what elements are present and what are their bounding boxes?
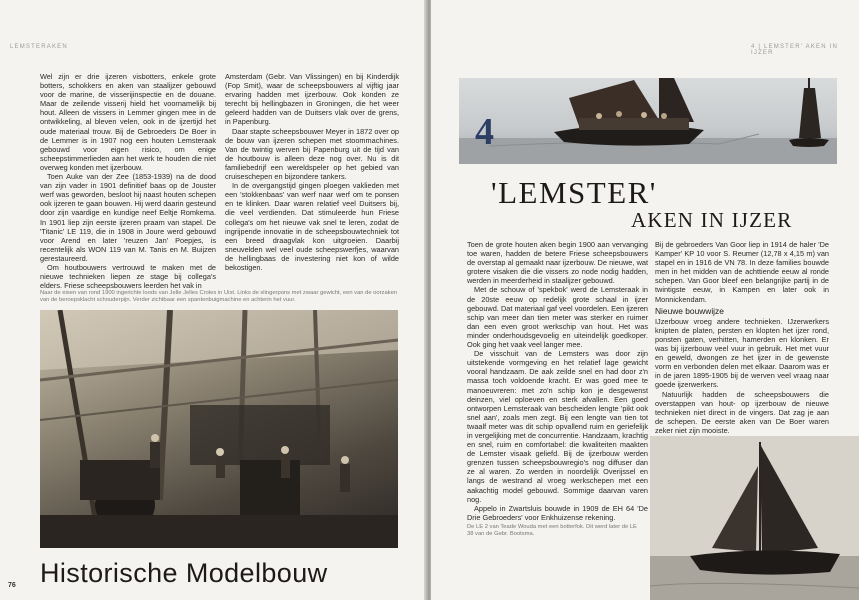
running-head-left: LEMSTERAKEN xyxy=(10,44,68,50)
sailboat-illustration xyxy=(650,436,859,600)
paragraph: Daar stapte scheepsbouwer Meyer in 1872 over op de bouw van ijzeren schepen met stoommachines. Van de twintig werven bij Papenburg uit de tijd van de houtbouw is alleen deze nog over. Nu is dit familiebedrijf een wereldspeler op het gebied van cruiseschepen en bijzondere tankers. xyxy=(225,126,399,182)
paragraph: Om houtbouwers vertrouwd te maken met de nieuwe technieken liepen ze stage bij collega's elders. Friese scheepsbouwers leerden het vak in xyxy=(40,262,216,291)
paragraph: Natuurlijk hadden de scheepsbouwers die overstappen van hout- op ijzerbouw de nieuwe technieken niet direct in de vingers. Dat zag je aan de schepen. De eerste aken van De Boer waren zeker niet zijn mooiste. xyxy=(655,389,829,435)
photo-caption-right: De LE 2 van Teade Wouda met een botterfok. Dit werd later de LE 38 van de Gebr. Bootsma. xyxy=(467,524,637,538)
paragraph: IJzerbouw vroeg andere technieken. IJzerwerkers knipten de platen, persten en klopten het ijzer rond, ponsten gaten, verhitten, hamerden en klonken. Er was bij ijzerbouw veel vuur in gebruik. Het met vuur en geweld, dwongen ze het ijzer in de gewenste vorm en verbonden delen met elkaar. Daarom was er in de jaren 1895-1905 bij de werven veel vraag naar goede ijzerwerkers. xyxy=(655,316,829,390)
paragraph: Bij de gebroeders Van Goor liep in 1914 de haler 'De Kamper' KP 10 voor S. Reumer (12,78 x 4,15 m) van stapel en in 1916 de VN 78. In deze families bouwde men in het midden van de achttiende eeuw al ronde schepen. Van Goor bleef een belangrijke partij in de twintigste eeuw, in Kampen en later ook in Monnickendam. xyxy=(655,240,829,304)
right-column-1 xyxy=(467,240,648,522)
right-page xyxy=(431,0,859,600)
left-column-1 xyxy=(40,72,216,290)
paragraph: Met de schouw of 'spekbok' werd de Lemsteraak in de 20ste eeuw op redelijk grote schaal in ijzer gebouwd. Dat materiaal gaf veel voordelen. Een ijzeren schip van meer dan tien meter was sterker en ruimer dan een even groot werkschip van hout. Het was minder onderhoudsgevoelig en uiteindelijk goedkoper. Ook ging het vaak veel langer mee. xyxy=(467,285,648,350)
chapter-number: 4 xyxy=(475,111,494,153)
chapter-title-line2: AKEN IN IJZER xyxy=(631,208,793,232)
page-number: 76 xyxy=(8,582,16,589)
paragraph: Wel zijn er drie ijzeren visbotters, enkele grote botters, schokkers en aken van staalijzer gebouwd voor de marine, de visserijinspectie en de douane. Maar de zeilende visserij hield het voornamelijk bij hout. Alleen de vissers in Lemmer gingen mee in de ontwikkeling, al bleven velen, ook in de ijzertijd het oude materiaal trouw. Bij de Gebroeders De Boer in de Lemmer is in 1907 nog een houten Lemsteraak gebouwd voor eigen risico, om enige scheepstimmerlieden aan het werk te houden die niet overweg konden met ijzerbouw. xyxy=(40,72,216,172)
sailboat-photo xyxy=(650,436,859,600)
sailing-illustration xyxy=(459,78,837,164)
paragraph: In de overgangstijd gingen ploegen vaklieden met een 'stokkenbaas' van werf naar werf om te ponsen en te klinken. Daar waren relatief veel Duitsers bij, die veel verdienden. Dat stimuleerde hun Friese collega's om het nieuwe vak snel te leren, zodat de ingrijpende innovatie in de scheepsbouwtechniek tot een breed draagvlak kon uitgroeien. Daarbij sneuvelden wel veel oude scheepswerfjes, waarvan de hellingbaas de investering niet kon of wilde bekostigen. xyxy=(225,181,399,272)
sailing-photo xyxy=(459,78,837,164)
paragraph: Toen Auke van der Zee (1853-1939) na de dood van zijn vader in 1901 definitief baas op de Jouster werf was geworden, besloot hij naast houten schepen ook ijzeren te gaan bouwen. Hij werd daarin gesteund door zijn vaardige en kundige neef Eeltje Romkema. In 1901 liep zijn eerste ijzeren praam van stapel. De 'Titanic' LE 119, die in 1908 in Joure werd gebouwd voor Arend en later 'reuzen Jan' Poepjes, is recentelijk als WON 119 van M. Tanis en M. Buijzen gerestaureerd. xyxy=(40,172,216,263)
subheading: Nieuwe bouwwijze xyxy=(655,305,724,316)
paragraph: Amsterdam (Gebr. Van Vlissingen) en bij Kinderdijk (Fop Smit), waar de scheepsbouwers al vijftig jaar ervaring hadden met ijzerbouw. Ook konden ze terecht bij hellingbazen in Groningen, die het weer geleerd hadden van de Duitsers vlak over de grens, in Papenburg. xyxy=(225,72,399,127)
paragraph: De visschuit van de Lemsters was door zijn uitstekende vormgeving en het relatief lage gewicht vooral handzaam. De aak zeilde snel en had door z'n massa toch voldoende kracht. Er was goed mee te manoeuvreren: met zo'n schip kon je desgewenst deinzen, viel oploeven en sterk afvallen. Een goed ontworpen Lemsteraak van bescheiden lengte 'pikt ook snel aan', zoals men zegt. Bij een lengte van tien tot twaalf meter was dit schip opvallend ruim en geriefelijk in vergelijking met de concurrentie. Handzaam, krachtig en snel, ruim en comfortabel: die kwaliteiten maakten de Lemster visaak geliefd. Bij de ijzerbouw werden grenzen tussen scheepsbouwregio's nog diffuser dan ze al waren. Zo werden in noordelijk Overijssel en langs de westrand al vroeg werkschepen met een aakachtig model gebouwd. Sommige daarvan varen nog. xyxy=(467,349,648,504)
left-column-2 xyxy=(225,72,399,272)
shipyard-photo xyxy=(40,310,398,548)
chapter-title-line1: 'LEMSTER' xyxy=(491,175,657,210)
photo-caption-left: Naar de eisen van rond 1900 ingerichte loods van Jelle Jelles Croles in Uist. Links de slingerpons met zwaar gewicht, een van de oorzaken van de beroepsklacht schouderpijn. Verder zichtbaar een spantenbuigmachine en achterin het vuur. xyxy=(40,290,398,304)
paragraph: Toen de grote houten aken begin 1900 aan vervanging toe waren, hadden de betere Friese scheepsbouwers de overstap al gemaakt naar ijzerbouw. De nieuwe, wat grotere visaken die die vissers zo node nodig hadden, werden in meerderheid in staalijzer gebouwd. xyxy=(467,240,648,286)
left-page xyxy=(0,0,427,600)
right-column-2 xyxy=(655,240,829,435)
bottom-title: Historische Modelbouw xyxy=(40,558,328,588)
running-head-right: 4 | LEMSTER' AKEN IN IJZER xyxy=(751,44,839,56)
shipyard-illustration xyxy=(40,310,398,548)
paragraph: Appelo in Zwartsluis bouwde in 1909 de EH 64 'De Drie Gebroeders' voor Enkhuizense rekening. xyxy=(467,503,648,522)
